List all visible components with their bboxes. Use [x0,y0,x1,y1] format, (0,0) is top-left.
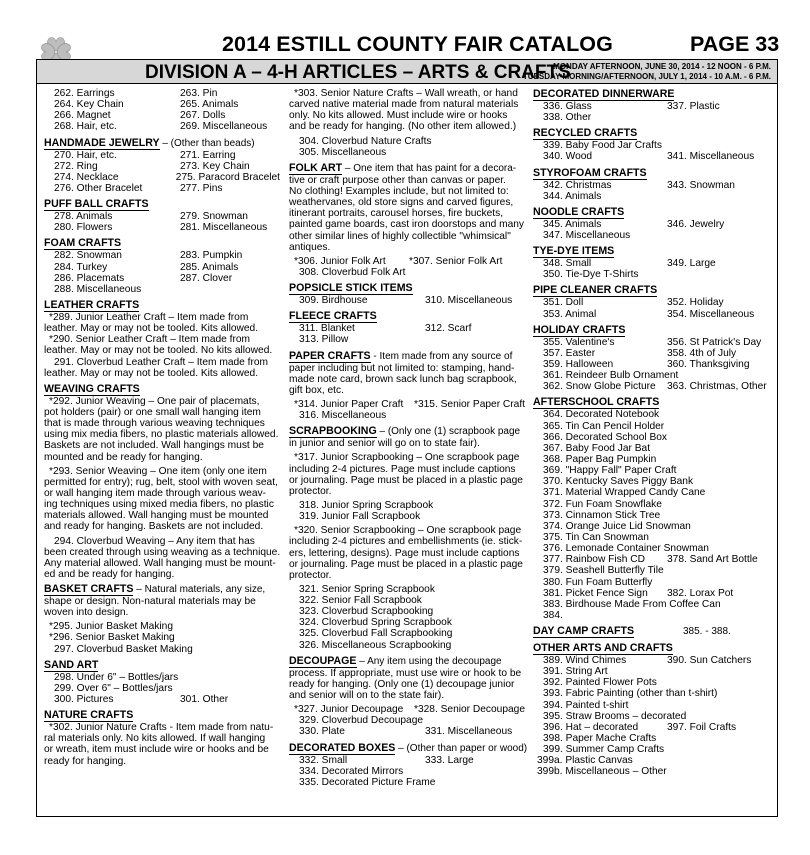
list-item: 305. Miscellaneous [299,146,387,158]
item-text: No clothing! Examples include, but not limited to: [289,185,509,197]
item-text: pot holders (pair) or one small wall hanging item [44,406,261,418]
list-item: 278. Animals 279. Snowman [54,211,248,223]
list-item: 321. Senior Spring Scrapbook [299,583,435,595]
section-heading: LEATHER CRAFTS [44,298,140,311]
section-heading: FOLK ART – One item that has paint for a decora- [289,161,517,174]
list-item: *295. Junior Basket Making [49,621,174,633]
column-2 [289,88,528,788]
item-text: 291. Cloverbud Leather Craft – Item made from [54,356,269,368]
item-text: Any material allowed. Wall hanging must be mount- [44,557,276,569]
list-item: *314. Junior Paper Craft *315. Senior Paper Craft [294,398,525,410]
list-item: 270. Hair, etc. 271. Earring [54,149,236,161]
division-banner [36,59,778,84]
section-heading: HOLIDAY CRAFTS [533,323,626,336]
list-item: 274. Necklace 275. Paracord Bracelet [54,171,280,183]
item-text: woven into design. [44,607,129,619]
list-item: *296. Senior Basket Making [49,632,175,644]
item-text: been created through using weaving as a technique. [44,546,281,558]
list-item: 375. Tin Can Snowman [543,531,649,543]
schedule-line: MONDAY AFTERNOON, JUNE 30, 2014 - 12 NOON - 6 P.M. [553,62,771,71]
list-item: 266. Magnet 267. Dolls [54,110,226,122]
item-text: ing techniques using mixed media fibers, no plastic [44,499,274,511]
item-text: ready for hanging. [44,755,127,767]
item-text: shape or design. Non-natural materials may be [44,596,256,608]
list-item: 280. Flowers 281. Miscellaneous [54,222,268,234]
section-heading: SCRAPBOOKING – (Only one (1) scrapbook page [289,425,521,438]
list-item: 309. Birdhouse 310. Miscellaneous [299,295,513,307]
section-heading: DECOUPAGE – Any item using the decoupage [289,654,502,667]
section-heading: AFTERSCHOOL CRAFTS [533,396,660,409]
item-text: including 2-4 pictures. Page must include captions [289,463,516,475]
item-text: ral materials only. No kits allowed. If wall hanging [44,733,266,745]
list-item: 367. Baby Food Jar Bat [543,442,651,454]
column-1 [44,88,280,767]
item-text: *303. Senior Nature Crafts – Wall wreath, or hand [294,88,518,99]
item-text: 294. Cloverbud Weaving – Any item that has [54,535,255,547]
section-heading: OTHER ARTS AND CRAFTS [533,642,673,655]
list-item: 311. Blanket 312. Scarf [299,323,472,335]
list-item: 361. Reindeer Bulb Ornament [543,370,679,382]
list-item: 380. Fun Foam Butterfly [543,576,653,588]
list-item: 372. Fun Foam Snowflake [543,498,662,510]
item-text: *289. Junior Leather Craft – Item made from [49,311,249,323]
section-heading: PIPE CLEANER CRAFTS [533,284,658,297]
list-item: 282. Snowman 283. Pumpkin [54,250,243,262]
list-item: 323. Cloverbud Scrapbooking [299,606,434,618]
list-item: 377. Rainbow Fish CD 378. Sand Art Bottle [543,554,758,566]
list-item: 304. Cloverbud Nature Crafts [299,135,432,147]
list-item: 330. Plate 331. Miscellaneous [299,726,513,738]
list-item: 336. Glass 337. Plastic [543,101,720,112]
list-item: 345. Animals 346. Jewelry [543,218,725,230]
section-heading: BASKET CRAFTS – Natural materials, any size, [44,583,266,596]
list-item: 351. Doll 352. Holiday [543,297,724,309]
item-text: protector. [289,569,332,581]
item-text: carved native material made from natural materials [289,99,519,111]
item-text: and ready for hanging. Baskets are not included. [44,521,264,533]
section-heading: NATURE CRAFTS [44,709,134,722]
list-item: 324. Cloverbud Spring Scrapbook [299,617,452,629]
item-text: or wall hanging item made through various weav- [44,487,266,499]
section-heading: PUFF BALL CRAFTS [44,198,149,211]
item-text: mounted and be ready for hanging. [44,451,203,463]
item-text: paper including but not limited to: stamping, hand- [289,362,515,374]
list-item: 366. Decorated School Box [543,431,668,443]
item-text: process. If appropriate, must use wire or hook to be [289,667,522,679]
list-item: 316. Miscellaneous [299,410,387,422]
list-item: 379. Seashell Butterfly Tile [543,565,664,577]
list-item: 383. Birdhouse Made From Coffee Can [543,598,721,610]
list-item: 374. Orange Juice Lid Snowman [543,520,691,532]
list-item: 348. Small 349. Large [543,258,716,270]
item-text: leather. May or may not be tooled. Kits allowed. [44,323,259,335]
item-text: or wreath, item must include wire or hooks and be [44,744,269,756]
list-item: 362. Snow Globe Picture 363. Christmas, Other [543,381,767,393]
list-item: 335. Decorated Picture Frame [299,776,436,788]
list-item: 368. Paper Bag Pumpkin [543,453,657,465]
list-item: 276. Other Bracelet 277. Pins [54,182,223,194]
item-text: *290. Senior Leather Craft – Item made from [49,334,251,346]
section-heading: POPSICLE STICK ITEMS [289,282,413,295]
item-text: Baskets are not included. Wall hangings must be [44,440,264,452]
list-item: 357. Easter 358. 4th of July [543,347,737,359]
list-item: 264. Key Chain 265. Animals [54,99,239,111]
schedule-text [523,62,771,81]
list-item: 384. [543,609,563,621]
section-heading: DECORATED DINNERWARE [533,88,675,100]
item-text: made note card, brown sack lunch bag scrapbook, [289,373,517,385]
item-text: that is made through various weaving techniques [44,418,265,430]
list-item: 299. Over 6" – Bottles/jars [54,682,173,694]
list-item: 332. Small 333. Large [299,754,474,766]
item-text: tive or craft purpose other than canvas or paper. [289,174,506,186]
list-item: *327. Junior Decoupage *328. Senior Decoupage [294,704,525,716]
list-item: 344. Animals [543,190,602,202]
list-item: 376. Lemonade Container Snowman [543,543,709,555]
division-title: DIVISION A – 4-H ARTICLES – ARTS & CRAFTS [145,62,571,83]
list-item: 338. Other [543,112,592,124]
list-item: 322. Senior Fall Scrapbook [299,595,422,607]
list-item: 355. Valentine's 356. St Patrick's Day [543,336,762,348]
list-item: 325. Cloverbud Fall Scrapbooking [299,628,453,640]
list-item: 399a. Plastic Canvas [537,755,633,767]
list-item: 353. Animal 354. Miscellaneous [543,308,755,320]
list-item: 396. Hat – decorated 397. Foil Crafts [543,721,737,733]
list-item: 347. Miscellaneous [543,229,631,241]
list-item: 286. Placemats 287. Clover [54,272,233,284]
item-text: *302. Junior Nature Crafts - Item made from natu- [49,722,274,734]
item-text: and be ready for hanging. (No other item allowed.) [289,121,517,133]
item-text: using mix media fibers, no plastic materials allowed. [44,429,279,441]
list-item: 395. Straw Brooms – decorated [543,710,687,722]
item-text: or journaling. Page must be placed in a plastic page [289,558,523,570]
item-text: protector. [289,485,332,497]
list-item: 284. Turkey 285. Animals [54,261,239,273]
list-item: 398. Paper Mache Crafts [543,733,657,745]
list-item: 329. Cloverbud Decoupage [299,715,424,727]
section-heading: HANDMADE JEWELRY – (Other than beads) [44,136,255,149]
item-text: leather. May or may not be tooled. No kits allowed. [44,345,273,357]
list-item: 298. Under 6" – Bottles/jars [54,671,179,683]
item-text: permitted for entry); rug, belt, stool with woven seat, [44,476,278,488]
list-item: 262. Earrings 263. Pin [54,88,218,99]
item-text: ready for hanging. (Only one (1) decoupage junior [289,678,515,690]
list-item: *306. Junior Folk Art *307. Senior Folk Art [294,255,503,267]
list-item: 308. Cloverbud Folk Art [299,266,406,278]
item-text: ed and be ready for hanging. [44,568,175,580]
item-text: only. No kits allowed. Must include wire or hooks [289,110,508,122]
item-text: *293. Senior Weaving – One item (only one item [49,465,267,477]
list-item: 389. Wind Chimes 390. Sun Catchers [543,655,752,667]
section-heading: FLEECE CRAFTS [289,310,377,323]
section-heading: TYE-DYE ITEMS [533,245,615,258]
list-item: 326. Miscellaneous Scrapbooking [299,639,452,651]
item-text: *317. Junior Scrapbooking – One scrapbook page [294,452,520,464]
list-item: 318. Junior Spring Scrapbook [299,499,434,511]
list-item: 340. Wood 341. Miscellaneous [543,151,755,163]
section-heading: DECORATED BOXES – (Other than paper or wood) [289,741,528,754]
list-item: 399. Summer Camp Crafts [543,744,665,756]
item-text: materials allowed. Wall hanging must be mounted [44,510,269,522]
section-heading: PAPER CRAFTS - Item made from any source of [289,349,513,362]
section-heading: DAY CAMP CRAFTS 385. - 388. [533,625,731,638]
list-item: 371. Material Wrapped Candy Cane [543,487,706,499]
item-text: or journaling. Page must be placed in a plastic page [289,474,523,486]
list-item: 350. Tie-Dye T-Shirts [543,269,639,281]
item-text: antiques. [289,241,331,253]
section-heading: FOAM CRAFTS [44,237,122,250]
page-number: PAGE 33 [690,32,780,56]
section-heading: SAND ART [44,658,99,671]
item-text: other similar lines of highly collectible "whimsical" [289,230,511,242]
list-item: 268. Hair, etc. 269. Miscellaneous [54,121,268,133]
item-text: painted game boards, cast iron doorstops and many [289,219,525,231]
list-item: 359. Halloween 360. Thanksgiving [543,358,750,370]
list-item: 342. Christmas 343. Snowman [543,179,735,191]
list-item: 369. "Happy Fall" Paper Craft [543,465,677,477]
list-item: 334. Decorated Mirrors [299,765,404,777]
list-item: 392. Painted Flower Pots [543,677,657,689]
list-item: 313. Pillow [299,334,349,346]
list-item: 272. Ring 273. Key Chain [54,160,250,172]
item-text: *320. Senior Scrapbooking – One scrapbook page [294,525,522,537]
item-text: ers, lettering, designs). Page must include captions [289,547,520,559]
schedule-line: TUESDAY MORNING/AFTERNOON, JULY 1, 2014 - 10 A.M. - 6 P.M. [522,71,771,81]
item-text: weathervanes, old store signs and carved figures, [289,197,514,209]
item-text: including 2-4 pictures and embellishments (ie. stick- [289,536,523,548]
item-text: *292. Junior Weaving – One pair of placemats, [49,395,260,407]
list-item: 364. Decorated Notebook [543,409,660,421]
section-heading: WEAVING CRAFTS [44,382,140,395]
section-heading: RECYCLED CRAFTS [533,127,638,140]
list-item: 288. Miscellaneous [54,283,142,295]
item-text: and senior will on to the state fair). [289,690,445,702]
column-3 [533,88,773,778]
item-text: itinerant portraits, carousel horses, fire buckets, [289,208,504,220]
list-item: 319. Junior Fall Scrapbook [299,511,421,523]
list-item: 394. Painted t-shirt [543,699,629,711]
list-item: 393. Fabric Painting (other than t-shirt) [543,688,718,700]
list-item: 391. String Art [543,666,608,678]
catalog-title: 2014 ESTILL COUNTY FAIR CATALOG [222,32,613,56]
list-item: 365. Tin Can Pencil Holder [543,420,665,432]
section-heading: NOODLE CRAFTS [533,205,625,218]
list-item: 381. Picket Fence Sign 382. Lorax Pot [543,587,734,599]
list-item: 300. Pictures 301. Other [54,694,229,706]
list-item: 373. Cinnamon Stick Tree [543,509,661,521]
list-item: 399b. Miscellaneous – Other [537,766,667,778]
list-item: 339. Baby Food Jar Crafts [543,140,662,152]
item-text: leather. May or may not be tooled. Kits allowed. [44,367,259,379]
item-text: gift box, etc. [289,384,344,396]
item-text: in junior and senior will go on to state fair). [289,438,480,450]
section-heading: STYROFOAM CRAFTS [533,166,647,179]
list-item: 370. Kentucky Saves Piggy Bank [543,476,694,488]
list-item: 297. Cloverbud Basket Making [54,643,193,655]
